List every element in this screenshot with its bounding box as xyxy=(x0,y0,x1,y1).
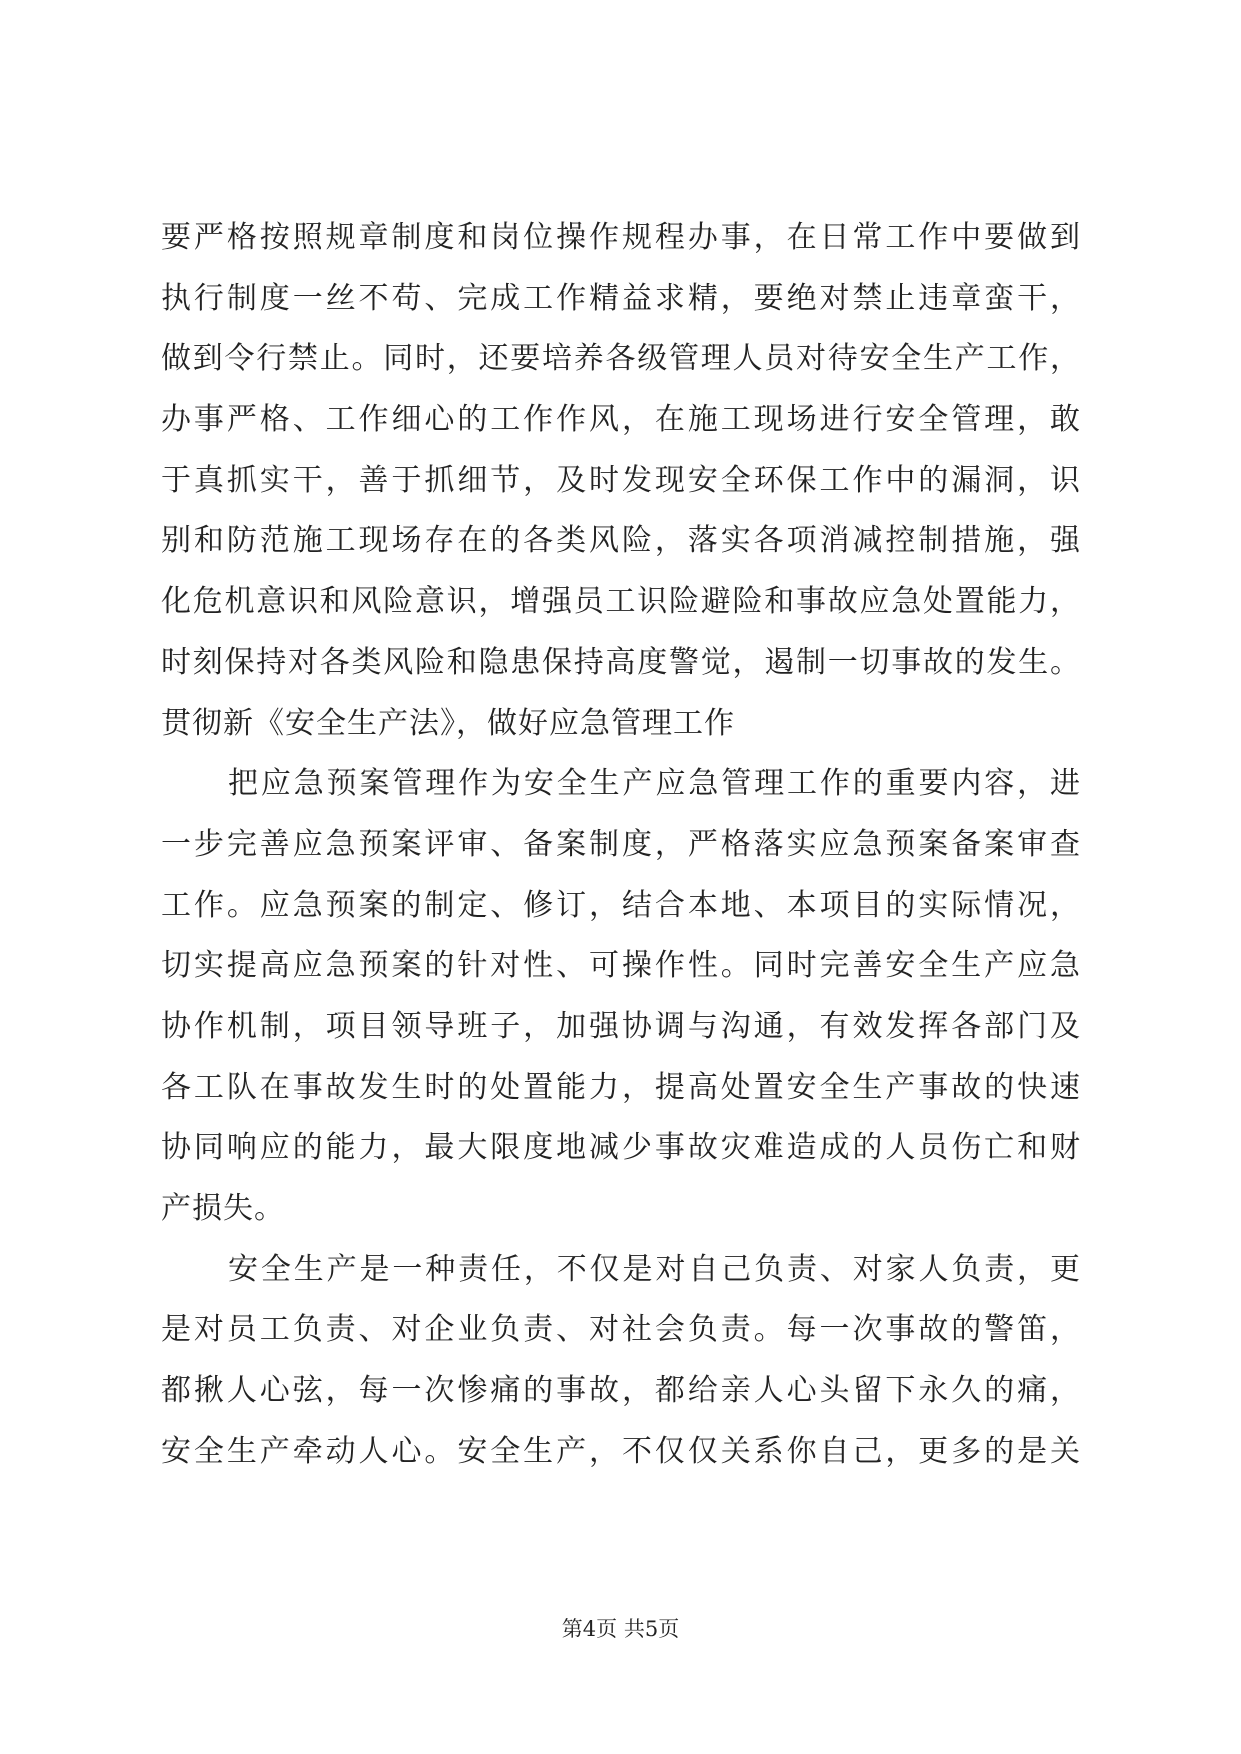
text-line: 做到令行禁止。同时，还要培养各级管理人员对待安全生产工作， xyxy=(161,341,1081,377)
text-line: 协作机制，项目领导班子，加强协调与沟通，有效发挥各部门及 xyxy=(161,1008,1081,1044)
text-line: 要严格按照规章制度和岗位操作规程办事，在日常工作中要做到 xyxy=(161,220,1081,255)
paragraph-2 xyxy=(161,754,1081,1240)
text-line: 工作。应急预案的制定、修订，结合本地、本项目的实际情况， xyxy=(161,887,1081,923)
heading-line: 贯彻新《安全生产法》，做好应急管理工作 xyxy=(161,705,735,741)
text-line: 办事严格、工作细心的工作作风，在施工现场进行安全管理，敢 xyxy=(161,402,1081,438)
paragraph-3 xyxy=(161,1240,1081,1483)
text-line: 一步完善应急预案评审、备案制度，严格落实应急预案备案审查 xyxy=(161,826,1081,862)
text-line: 执行制度一丝不苟、完成工作精益求精，要绝对禁止违章蛮干， xyxy=(161,280,1081,316)
text-line: 是对员工负责、对企业负责、对社会负责。每一次事故的警笛， xyxy=(161,1312,1081,1348)
text-line: 安全生产是一种责任，不仅是对自己负责、对家人负责，更 xyxy=(228,1251,1081,1287)
paragraph-1 xyxy=(161,208,1081,694)
text-line: 协同响应的能力，最大限度地减少事故灾难造成的人员伤亡和财 xyxy=(161,1130,1081,1166)
text-line: 化危机意识和风险意识，增强员工识险避险和事故应急处置能力， xyxy=(161,584,1081,620)
text-line: 把应急预案管理作为安全生产应急管理工作的重要内容，进 xyxy=(228,766,1081,802)
text-line: 安全生产牵动人心。安全生产，不仅仅关系你自己，更多的是关 xyxy=(161,1433,1081,1469)
text-line: 于真抓实干，善于抓细节，及时发现安全环保工作中的漏洞，识 xyxy=(161,462,1081,498)
page-number-footer: 第4页 共5页 xyxy=(561,1617,680,1641)
text-line: 产损失。 xyxy=(161,1191,285,1226)
section-heading xyxy=(161,694,1081,755)
text-line: 时刻保持对各类风险和隐患保持高度警觉，遏制一切事故的发生。 xyxy=(161,644,1081,680)
body-text xyxy=(161,208,1081,1482)
text-line: 都揪人心弦，每一次惨痛的事故，都给亲人心头留下永久的痛， xyxy=(161,1373,1081,1409)
text-line: 切实提高应急预案的针对性、可操作性。同时完善安全生产应急 xyxy=(161,948,1081,984)
text-line: 别和防范施工现场存在的各类风险，落实各项消减控制措施，强 xyxy=(161,523,1081,559)
text-line: 各工队在事故发生时的处置能力，提高处置安全生产事故的快速 xyxy=(161,1069,1081,1105)
